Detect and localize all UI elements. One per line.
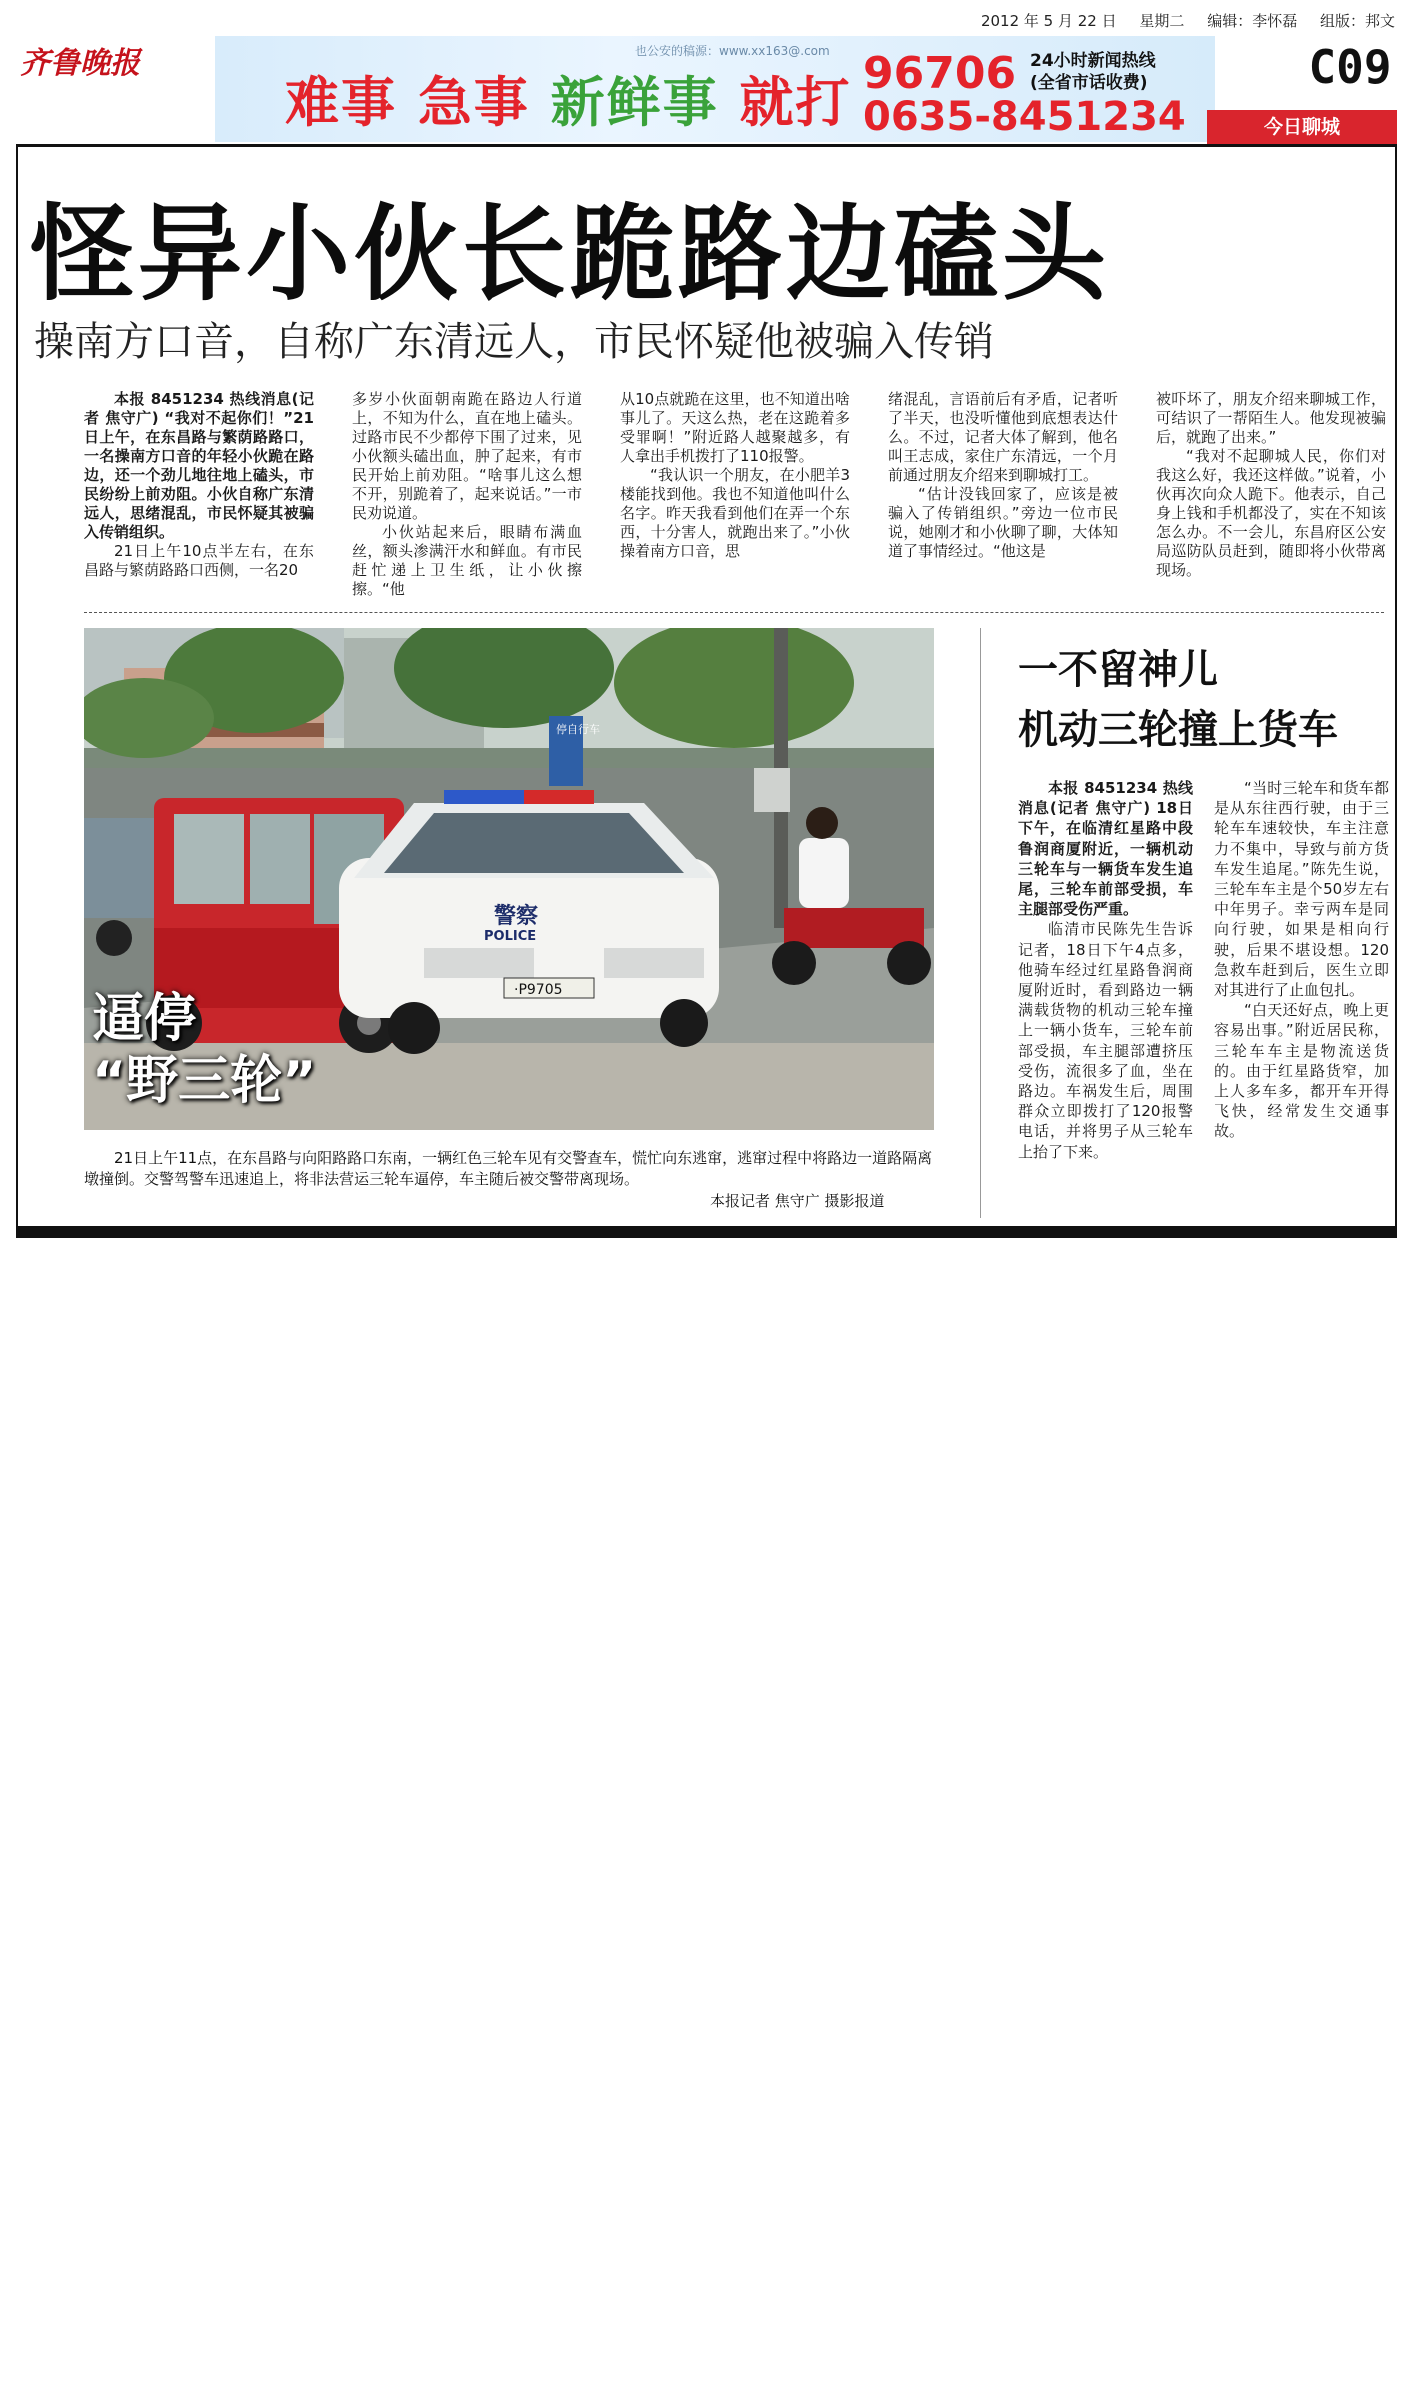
story1-column-2 <box>352 390 582 599</box>
story1-column-5 <box>1156 390 1386 580</box>
story1-subhead: 操南方口音，自称广东清远人，市民怀疑他被骗入传销 <box>34 319 994 365</box>
story2-paragraph: 本报 8451234 热线消息(记者 焦守广) 18日下午，在临清红星路中段鲁润商厦附近，一辆机动三轮车与一辆货车发生追尾，三轮车前部受损，车主腿部受伤严重。 <box>1018 779 1193 919</box>
issue-weekday: 星期二 <box>1139 12 1185 30</box>
street-sign-text: 停自行车 <box>556 723 600 736</box>
slogan-word-4: 就打 <box>739 71 852 134</box>
story1-column-1 <box>84 390 314 580</box>
police-en-text: POLICE <box>484 929 537 944</box>
police-text: 警察 <box>494 904 539 929</box>
banner-slogan <box>285 60 851 137</box>
layout-credit: 组版：邦文 <box>1319 12 1395 30</box>
slogan-word-2: 急事 <box>417 71 530 134</box>
photo-overlay-title <box>92 988 316 1112</box>
story2-headline-line2: 机动三轮撞上货车 <box>1018 707 1338 753</box>
story1-paragraph: 小伙站起来后，眼睛布满血丝，额头渗满汗水和鲜血。有市民赶忙递上卫生纸，让小伙擦擦。“他 <box>352 523 582 598</box>
story1-paragraph: 被吓坏了，朋友介绍来聊城工作，可结识了一帮陌生人。他发现被骗后，就跑了出来。” <box>1156 390 1386 446</box>
story1-paragraph: 从10点就跪在这里，也不知道出啥事儿了。天这么热，老在这跪着多受罪啊！”附近路人越聚越多，有人拿出手机拨打了110报警。 <box>620 390 850 465</box>
banner-small-text: 也公安的稿源：www.xx163@.com <box>635 44 830 58</box>
story1-paragraph: “我认识一个朋友，在小肥羊3楼能找到他。我也不知道他叫什么名字。昨天我看到他们在弄一个东西，十分害人，就跑出来了。”小伙操着南方口音，思 <box>620 466 850 560</box>
story1-paragraph: “估计没钱回家了，应该是被骗入了传销组织。”旁边一位市民说，她刚才和小伙聊了聊，大体知道了事情经过。“他这是 <box>888 485 1118 560</box>
story1-paragraph: 绪混乱，言语前后有矛盾，记者听了半天，也没听懂他到底想表达什么。不过，记者大体了解到，他名叫王志成，家住广东清远，一个月前通过朋友介绍来到聊城打工。 <box>888 390 1118 484</box>
story2-headline-line1: 一不留神儿 <box>1018 647 1218 693</box>
story1-paragraph: “我对不起聊城人民，你们对我这么好，我还这样做。”说着，小伙再次向众人跪下。他表示，自己身上钱和手机都没了，实在不知该怎么办。不一会儿，东昌府区公安局巡防队员赶到，随即将小伙带离现场。 <box>1156 447 1386 579</box>
hotline-note <box>1030 50 1156 94</box>
story2-column-1 <box>1018 778 1193 1162</box>
slogan-word-3: 新鲜事 <box>550 71 719 134</box>
masthead-logo: 齐鲁晚报 <box>20 46 140 81</box>
photo-overlay-line2: “野三轮” <box>92 1051 317 1111</box>
story1-paragraph: 本报 8451234 热线消息(记者 焦守广) “我对不起你们！”21日上午，在东昌路与繁荫路路口，一名操南方口音的年轻小伙跪在路边，还一个劲儿地往地上磕头，市民纷纷上前劝阻。小伙自称广东清远人，思绪混乱，市民怀疑其被骗入传销组织。 <box>84 390 314 541</box>
license-plate: ·P9705 <box>514 982 563 998</box>
photo-caption <box>84 1148 934 1190</box>
story2-paragraph: “当时三轮车和货车都是从东往西行驶，由于三轮车车速较快，车主注意力不集中，导致与前方货车发生追尾。”陈先生说，三轮车车主是个50岁左右中年男子。幸亏两车是同向行驶，如果是相向行驶，后果不堪设想。120急救车赶到后，医生立即对其进行了止血包扎。 <box>1214 779 1389 1000</box>
header-meta <box>963 10 1395 31</box>
section-tab: 今日聊城 <box>1207 110 1397 144</box>
story1-paragraph: 多岁小伙面朝南跪在路边人行道上，不知为什么，直在地上磕头。过路市民不少都停下围了过来，见小伙额头磕出血，肿了起来，有市民开始上前劝阻。“啥事儿这么想不开，别跪着了，起来说话。”一市民劝说道。 <box>352 390 582 522</box>
story2-paragraph: “白天还好点，晚上更容易出事。”附近居民称，三轮车车主是物流送货的。由于红星路货窄，加上人多车多，都开车开得飞快，经常发生交通事故。 <box>1214 1001 1389 1141</box>
news-photo <box>84 628 934 1130</box>
hotline-note-line1: 24小时新闻热线 <box>1030 51 1156 71</box>
section-divider <box>84 612 1384 613</box>
hotline-long-number: 0635-8451234 <box>863 94 1186 140</box>
story1-body <box>84 390 1394 610</box>
hotline-banner <box>215 36 1215 142</box>
story2-column-2 <box>1214 778 1389 1142</box>
story2-headline <box>1018 640 1378 760</box>
story1-column-3 <box>620 390 850 561</box>
story1-headline: 怪异小伙长跪路边磕头 <box>30 192 1111 315</box>
photo-credit: 本报记者 焦守广 摄影报道 <box>710 1192 885 1210</box>
photo-caption-text: 21日上午11点，在东昌路与向阳路路口东南，一辆红色三轮车见有交警查车，慌忙向东逃窜，逃窜过程中将路边一道路隔离墩撞倒。交警驾警车迅速追上，将非法营运三轮车逼停，车主随后被交警带离现场。 <box>84 1149 933 1188</box>
photo-overlay-line1: 逼停 <box>92 989 197 1049</box>
issue-date: 2012 年 5 月 22 日 <box>980 12 1117 30</box>
footer-rule <box>16 1226 1397 1238</box>
column-divider <box>980 628 981 1218</box>
hotline-note-line2: (全省市话收费) <box>1030 73 1148 93</box>
hotline-short-number: 96706 <box>863 48 1017 99</box>
story2-paragraph: 临清市民陈先生告诉记者，18日下午4点多，他骑车经过红星路鲁润商厦附近时，看到路边一辆满载货物的机动三轮车撞上一辆小货车，三轮车前部受损，车主腿部遭挤压受伤，流很多了血，坐在路边。车祸发生后，周围群众立即拨打了120报警电话，并将男子从三轮车上抬了下来。 <box>1018 920 1193 1161</box>
editor-credit: 编辑：李怀磊 <box>1207 12 1298 30</box>
story1-column-4 <box>888 390 1118 561</box>
slogan-word-1: 难事 <box>285 71 397 134</box>
story1-paragraph: 21日上午10点半左右，在东昌路与繁荫路路口西侧，一名20 <box>84 542 314 579</box>
page-code: C09 <box>1308 40 1392 94</box>
